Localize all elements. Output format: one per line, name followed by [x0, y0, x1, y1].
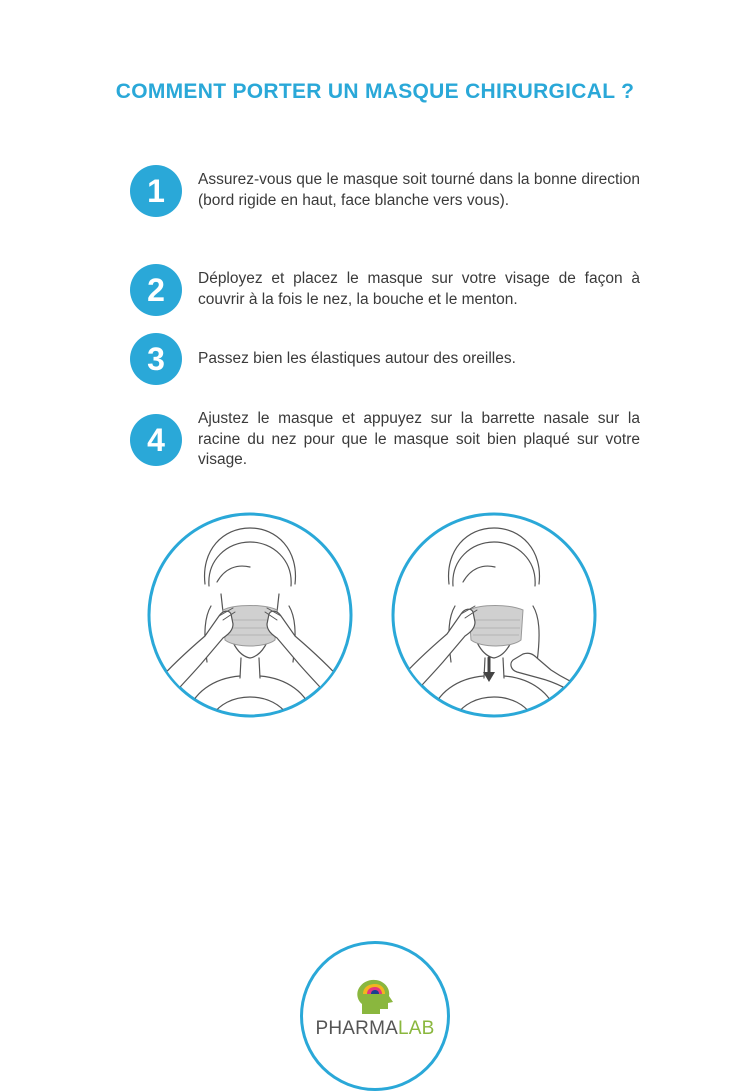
page-title: COMMENT PORTER UN MASQUE CHIRURGICAL ? — [115, 80, 635, 103]
step-number-badge: 2 — [130, 264, 182, 316]
step-4 — [130, 409, 640, 471]
person-putting-on-mask-icon — [147, 512, 353, 718]
logo-pharma-text: PHARMA — [315, 1018, 398, 1039]
step-2 — [130, 269, 640, 310]
step-number-badge: 1 — [130, 165, 182, 217]
step-number-badge: 3 — [130, 333, 182, 385]
head-profile-logo-icon — [354, 978, 396, 1018]
step-number-badge: 4 — [130, 414, 182, 466]
person-pinching-nose-clip-icon — [391, 512, 597, 718]
pharmalab-logo-text — [300, 1018, 450, 1040]
step-text: Passez bien les élastiques autour des oreilles. — [198, 350, 516, 367]
logo-lab-text: LAB — [397, 1018, 435, 1039]
step-text: Assurez-vous que le masque soit tourné dans la bonne direction (bord rigide en haut, face blanche vers vous). — [198, 171, 640, 209]
step-text: Ajustez le masque et appuyez sur la barrette nasale sur la racine du nez pour que le masque soit bien plaqué sur votre visage. — [198, 410, 640, 468]
step-3 — [130, 341, 640, 378]
step-text: Déployez et placez le masque sur votre visage de façon à couvrir à la fois le nez, la bouche et le menton. — [198, 270, 640, 308]
step-1 — [130, 170, 640, 211]
